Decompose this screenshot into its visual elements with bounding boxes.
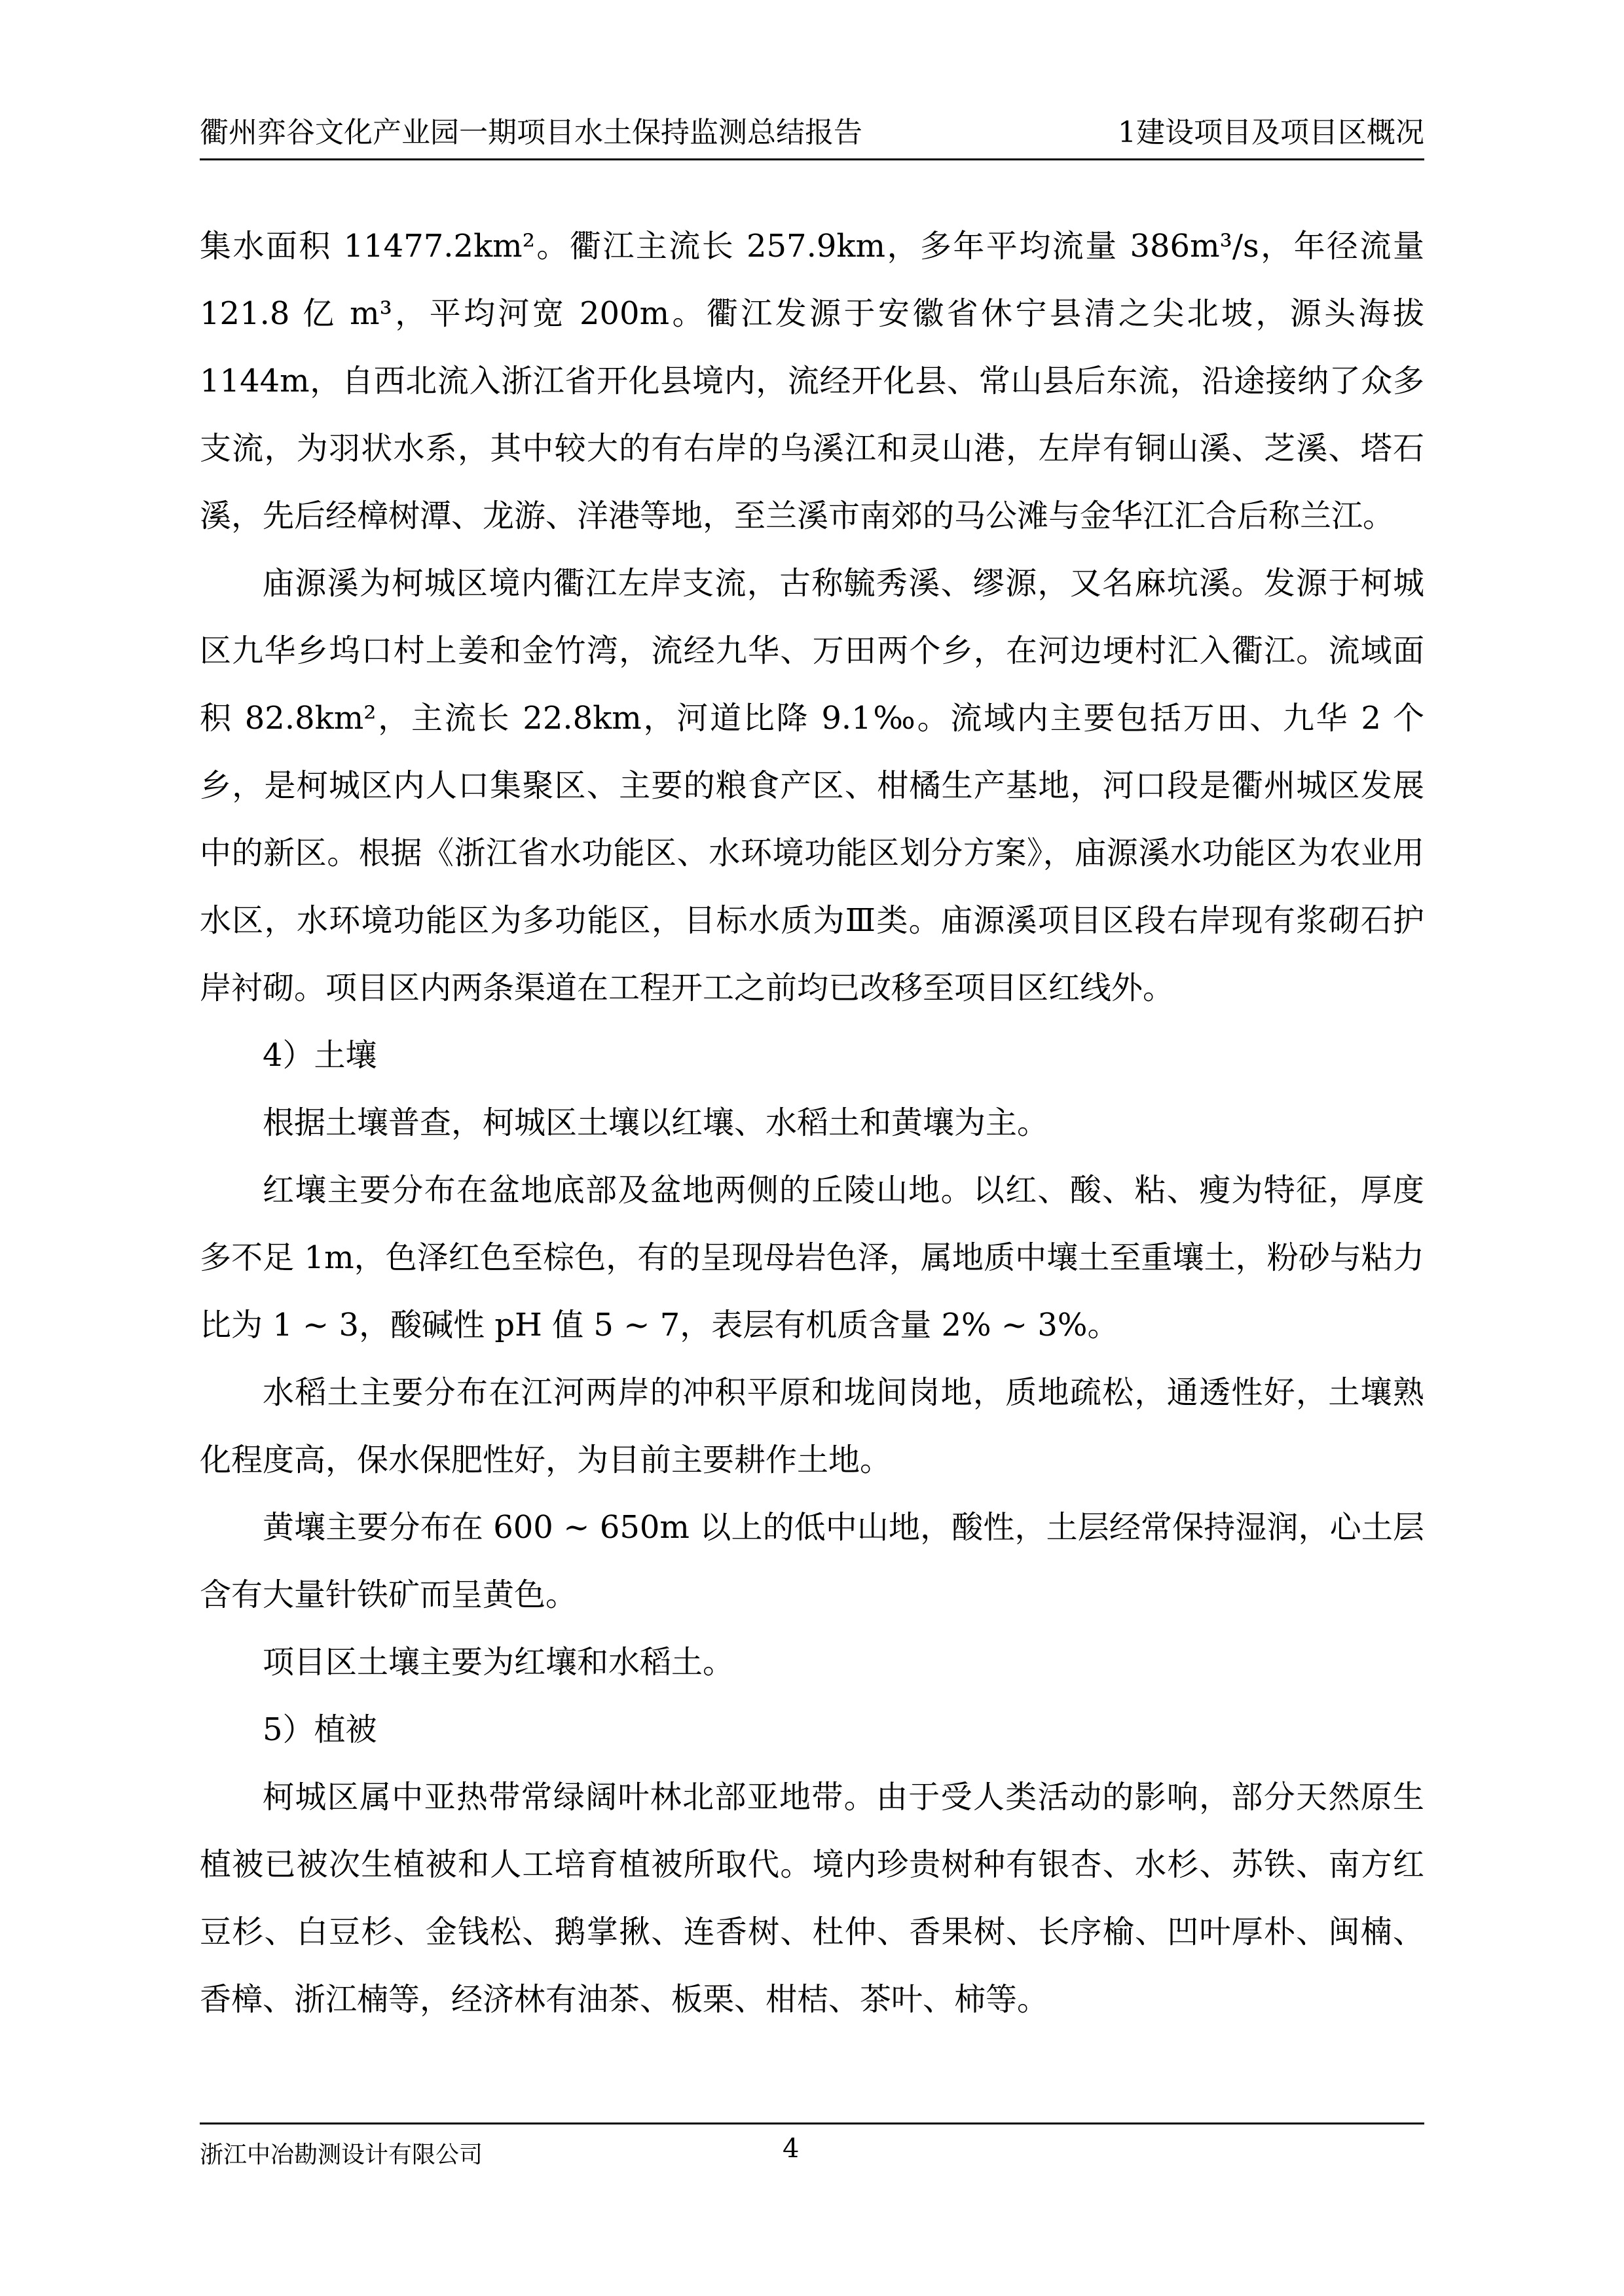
paragraph-6: 黄壤主要分布在 600 ~ 650m 以上的低中山地，酸性，土层经常保持湿润，心土层含有大量针铁矿而呈黄色。 xyxy=(200,1509,1424,1613)
paragraph-8: 柯城区属中亚热带常绿阔叶林北部亚地带。由于受人类活动的影响，部分天然原生植被已被次生植被和人工培育植被所取代。境内珍贵树种有银杏、水杉、苏铁、南方红豆杉、白豆杉、金钱松、鹅掌揪、连香树、杜仲、香果树、长序榆、凹叶厚朴、闽楠、香樟、浙江楠等，经济林有油茶、板栗、柑桔、茶叶、柿等。 xyxy=(200,1779,1424,2018)
report-title: 衢州弈谷文化产业园一期项目水土保持监测总结报告 xyxy=(200,116,862,149)
paragraph-7: 项目区土壤主要为红壤和水稻土。 xyxy=(263,1644,735,1681)
page-header xyxy=(200,113,1424,160)
section-title: 1建设项目及项目区概况 xyxy=(1118,116,1424,149)
paragraph-2: 庙源溪为柯城区境内衢江左岸支流，古称毓秀溪、缪源，又名麻坑溪。发源于柯城区九华乡坞口村上姜和金竹湾，流经九华、万田两个乡，在河边埂村汇入衢江。流域面积 82.8km²，主流长 22.8km，河道比降 9.1‰。流域内主要包括万田、九华 2 个乡，是柯城区内人口集聚区、主要的粮食产区、柑橘生产基地，河口段是衢州城区发展中的新区。根据《浙江省水功能区、水环境功能区划分方案》，庙源溪水功能区为农业用水区，水环境功能区为多功能区，目标水质为Ⅲ类。庙源溪项目区段右岸现有浆砌石护岸衬砌。项目区内两条渠道在工程开工之前均已改移至项目区红线外。 xyxy=(200,565,1424,1006)
paragraph-4: 红壤主要分布在盆地底部及盆地两侧的丘陵山地。以红、酸、粘、瘦为特征，厚度多不足 1m，色泽红色至棕色，有的呈现母岩色泽，属地质中壤土至重壤土，粉砂与粘力比为 1 ~ 3，酸碱性 pH 值 5 ~ 7，表层有机质含量 2% ~ 3%。 xyxy=(200,1172,1424,1343)
company-name: 浙江中冶勘测设计有限公司 xyxy=(200,2141,483,2168)
body-text xyxy=(200,213,1424,2033)
paragraph-5: 水稻土主要分布在江河两岸的冲积平原和垅间岗地，质地疏松，通透性好，土壤熟化程度高，保水保肥性好，为目前主要耕作土地。 xyxy=(200,1374,1424,1478)
heading-vegetation: 5）植被 xyxy=(263,1711,377,1748)
paragraph-3: 根据土壤普查，柯城区土壤以红壤、水稻土和黄壤为主。 xyxy=(263,1104,1049,1141)
page-footer xyxy=(200,2123,1424,2168)
page-number: 4 xyxy=(783,2134,800,2164)
paragraph-1: 集水面积 11477.2km²。衢江主流长 257.9km，多年平均流量 386m³/s，年径流量 121.8 亿 m³，平均河宽 200m。衢江发源于安徽省休宁县清之尖北坡，源头海拔 1144m，自西北流入浙江省开化县境内，流经开化县、常山县后东流，沿途接纳了众多支流，为羽状水系，其中较大的有右岸的乌溪江和灵山港，左岸有铜山溪、芝溪、塔石溪，先后经樟树潭、龙游、洋港等地，至兰溪市南郊的马公滩与金华江汇合后称兰江。 xyxy=(200,228,1424,534)
heading-soil: 4）土壤 xyxy=(263,1037,377,1074)
